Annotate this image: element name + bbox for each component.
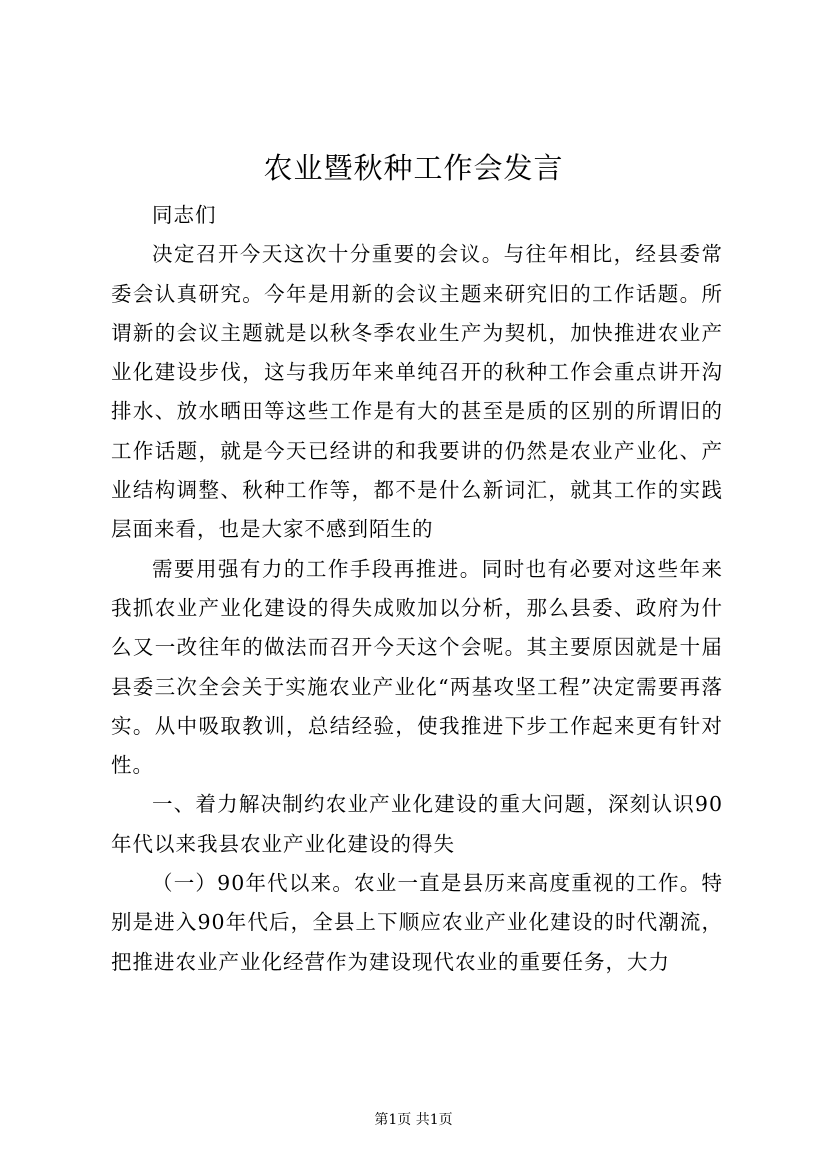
paragraph: 需要用强有力的工作手段再推进。同时也有必要对这些年来我抓农业产业化建设的得失成败加以分析，那么县委、政府为什么又一改往年的做法而召开今天这个会呢。其主要原因就是十届县委三次全会关于实施农业产业化“两基攻坚工程”决定需要再落实。从中吸取教训，总结经验，使我推进下步工作起来更有针对性。 [111,556,723,778]
document-title: 农业暨秋种工作会发言 [263,151,564,185]
paragraph: 决定召开今天这次十分重要的会议。与往年相比，经县委常委会认真研究。今年是用新的会议主题来研究旧的工作话题。所谓新的会议主题就是以秋冬季农业生产为契机，加快推进农业产业化建设步伐，这与我历年来单纯召开的秋种工作会重点讲开沟排水、放水晒田等这些工作是有大的甚至是质的区别的所谓旧的工作话题，就是今天已经讲的和我要讲的仍然是农业产业化、产业结构调整、秋种工作等，都不是什么新词汇，就其工作的实践层面来看，也是大家不感到陌生的 [111,242,723,542]
section-heading-1: 一、着力解决制约农业产业化建设的重大问题，深刻认识90年代以来我县农业产业化建设的得失 [111,792,723,856]
paragraph-salutation: 同志们 [152,203,217,227]
subsection-paragraph: （一）90年代以来。农业一直是县历来高度重视的工作。特别是进入90年代后，全县上下顺应农业产业化建设的时代潮流，把推进农业产业化经营作为建设现代农业的重要任务，大力 [111,871,723,974]
document-body [111,196,723,982]
page-number-footer: 第1页 共1页 [374,1112,453,1128]
